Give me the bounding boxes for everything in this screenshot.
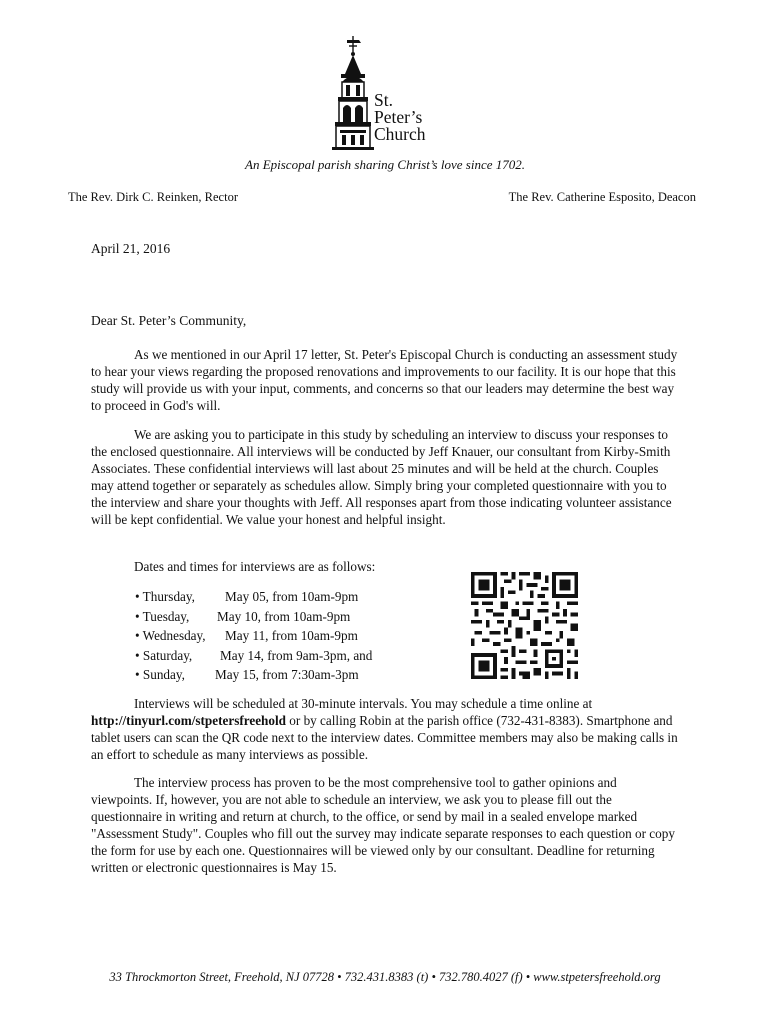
paragraph-3-text: Dates and times for interviews are as follows: — [134, 559, 376, 574]
rector-name: The Rev. Dirk C. Reinken, Rector — [68, 190, 238, 204]
schedule-details: May 15, from 7:30am-3pm — [215, 667, 359, 683]
church-name-logotype — [374, 92, 426, 143]
schedule-item — [135, 665, 372, 685]
schedule-item — [135, 607, 372, 627]
schedule-day: • Sunday, — [135, 667, 185, 683]
paragraph-5 — [91, 774, 681, 877]
salutation: Dear St. Peter’s Community, — [91, 313, 247, 328]
schedule-item — [135, 587, 372, 607]
qr-code-image — [471, 572, 578, 679]
schedule-details: May 11, from 10am-9pm — [225, 628, 358, 644]
schedule-details: May 10, from 10am-9pm — [217, 608, 351, 624]
schedule-item — [135, 646, 372, 666]
footer-address: 33 Throckmorton Street, Freehold, NJ 07728 • 732.431.8383 (t) • 732.780.4027 (f) • www.stpetersfreehold.org — [109, 970, 661, 984]
interview-schedule-list — [135, 587, 372, 685]
deacon-name: The Rev. Catherine Esposito, Deacon — [508, 190, 696, 204]
paragraph-2-text: We are asking you to participate in this study by scheduling an interview to discuss your responses to the enclosed questionnaire. All interviews will be conducted by Jeff Knauer, our consultant from Kirby-Smith Associates. These confidential interviews will last about 25 minutes and will be held at the church. Couples may attend together or separately as schedules allow. Simply bring your completed questionnaire with you to the interview and share your thoughts with Jeff. All responses apart from those indicating volunteer assistance will be kept confidential. We value your honest and helpful insight. — [91, 427, 672, 528]
paragraph-1 — [91, 346, 681, 414]
paragraph-4-text-after: or by calling Robin at the parish office (732-431-8383). Smartphone and tablet users can scan the QR code next to the interview dates. Committee members may also be making calls in an effort to schedule as many interviews as possible. — [91, 713, 678, 763]
paragraph-3 — [91, 558, 681, 575]
schedule-item — [135, 626, 372, 646]
schedule-url-link[interactable]: http://tinyurl.com/stpetersfreehold — [91, 713, 286, 729]
paragraph-4 — [91, 695, 681, 763]
church-name-line2: Peter’s — [374, 107, 423, 127]
schedule-day: • Saturday, — [135, 647, 193, 663]
schedule-day: • Tuesday, — [135, 608, 190, 624]
paragraph-5-text: The interview process has proven to be the most comprehensive tool to gather opinions and viewpoints. If, however, you are not able to schedule an interview, we ask you to please fill out the questionnaire in writing and return at church, to the office, or send by mail in a sealed envelope marked "Assessment Study". Couples who fill out the survey may indicate separate responses to each question or copy the form for use by each one. Questionnaires will be viewed only by our consultant. Deadline for returning written or electronic questionnaires is May 15. — [91, 775, 675, 876]
tagline: An Episcopal parish sharing Christ’s love since 1702. — [245, 157, 525, 172]
schedule-day: • Thursday, — [135, 589, 195, 604]
church-name-line1: St. — [374, 90, 393, 110]
paragraph-4-text-before: Interviews will be scheduled at 30-minute intervals. You may schedule a time online at — [134, 696, 593, 711]
schedule-details: May 05, from 10am-9pm — [225, 589, 359, 604]
paragraph-1-text: As we mentioned in our April 17 letter, St. Peter's Episcopal Church is conducting an assessment study to hear your views regarding the proposed renovations and improvements to our facility. It is our hope that this study will provide us with your input, comments, and concerns so that our leaders may determine the best way to proceed in God's will. — [91, 347, 678, 414]
schedule-day: • Wednesday, — [135, 628, 206, 644]
paragraph-2 — [91, 426, 681, 529]
church-name-line3: Church — [374, 124, 426, 144]
letter-date: April 21, 2016 — [91, 241, 171, 256]
schedule-details: May 14, from 9am-3pm, and — [220, 647, 373, 663]
